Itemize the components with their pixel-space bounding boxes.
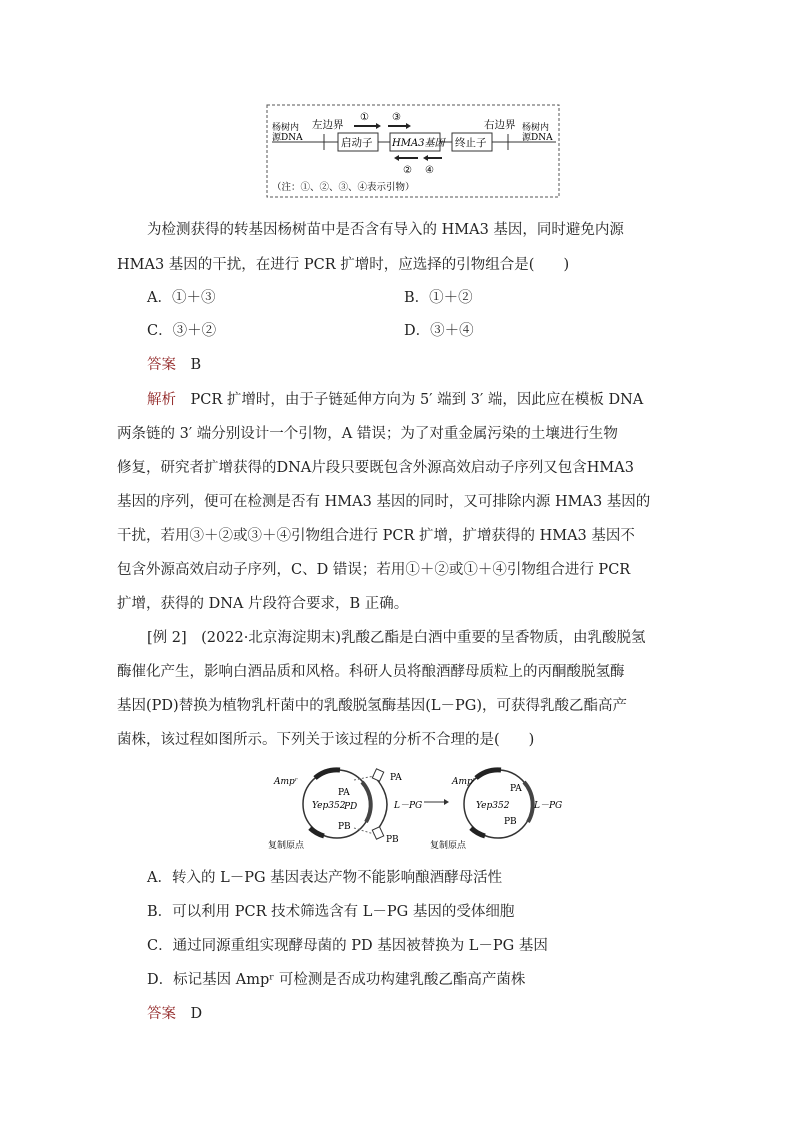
figure-plasmid-replacement [262,762,562,852]
left-dna-label-1: 杨树内 [272,123,300,133]
lpg-label-1: L－PG [394,801,423,811]
primer2-label: ② [403,165,412,176]
answer-label-2: 答案 [147,1006,176,1022]
q1-analysis-line2: 两条链的 3′ 端分别设计一个引物，A 错误；为了对重金属污染的土壤进行生物 [117,426,618,442]
primer1-label: ① [360,112,369,123]
lpg-label-2: L－PG [534,801,562,811]
pa-label-3: PA [510,784,522,794]
answer-value: B [190,357,202,373]
answer-value-2: D [190,1006,203,1022]
primer3-label: ③ [392,112,401,123]
origin-label-1: 复制原点 [268,841,305,851]
q1-analysis-line5: 干扰，若用③＋②或③＋④引物组合进行 PCR 扩增，扩增获得的 HMA3 基因不 [117,528,635,544]
q1-stem-line2: HMA3 基因的干扰，在进行 PCR 扩增时，应选择的引物组合是( ) [117,257,570,273]
q2-stem-line3: 基因(PD)替换为植物乳杆菌中的乳酸脱氢酶基因(L－PG)，可获得乳酸乙酯高产 [117,698,627,714]
q1-analysis-line3: 修复，研究者扩增获得的DNA片段只要既包含外源高效启动子序列又包含HMA3 [117,460,634,476]
q1-analysis-line4: 基因的序列，便可在检测是否有 HMA3 基因的同时，又可排除内源 HMA3 基因的 [117,494,651,510]
q1-analysis-line1: 解析 PCR 扩增时，由于子链延伸方向为 5′ 端到 3′ 端，因此应在模板 DNA [147,392,644,408]
amp-label-1: Ampʳ [274,777,298,787]
figure-hma3-construct [266,104,561,200]
q2-option-b: B．可以利用 PCR 技术筛选含有 L－PG 基因的受体细胞 [147,904,515,920]
q1-option-c: C．③＋② [147,323,217,339]
q2-stem-line2: 酶催化产生，影响白酒品质和风格。科研人员将酿酒酵母质粒上的丙酮酸脱氢酶 [117,664,625,680]
pd-label: PD [344,802,358,812]
q2-option-c: C．通过同源重组实现酵母菌的 PD 基因被替换为 L－PG 基因 [147,938,548,954]
pa-label-1: PA [338,788,350,798]
terminator-label: 终止子 [455,137,487,149]
figure-note: （注：①、②、③、④表示引物） [272,182,415,193]
q2-option-a: A．转入的 L－PG 基因表达产物不能影响酿酒酵母活性 [147,870,503,886]
q2-stem-line4: 菌株，该过程如图所示。下列关于该过程的分析不合理的是( ) [117,732,535,748]
q1-option-b: B．①＋② [404,290,473,306]
right-dna-label-1: 杨树内 [522,123,550,133]
pb-label-3: PB [504,817,517,827]
q1-option-d: D．③＋④ [404,323,474,339]
q1-analysis-line6: 包含外源高效启动子序列，C、D 错误；若用①＋②或①＋④引物组合进行 PCR [117,562,631,578]
yep-label-2: Yep352 [476,801,510,811]
promoter-label: 启动子 [341,137,373,149]
q1-analysis-line7: 扩增，获得的 DNA 片段符合要求，B 正确。 [117,596,409,612]
q2-stem-line1: [例 2] (2022·北京海淀期末)乳酸乙酯是白酒中重要的呈香物质，由乳酸脱氢 [147,630,646,646]
origin-label-2: 复制原点 [430,841,467,851]
q2-answer [147,1002,202,1023]
right-boundary-label: 右边界 [484,119,516,131]
primer4-label: ④ [425,165,434,176]
q1-option-a: A．①＋③ [147,290,216,306]
right-dna-label-2: 源DNA [522,133,553,143]
pb-label-2: PB [386,835,399,845]
q1-stem-line1: 为检测获得的转基因杨树苗中是否含有导入的 HMA3 基因，同时避免内源 [147,222,624,238]
q1-answer [147,353,201,374]
answer-label: 答案 [147,357,176,373]
pb-label-1: PB [338,822,351,832]
gene-label: HMA3基因 [392,138,445,149]
pa-label-2: PA [390,773,402,783]
q2-option-d: D．标记基因 Ampʳ 可检测是否成功构建乳酸乙酯高产菌株 [147,972,526,988]
analysis-label: 解析 [147,392,176,408]
yep-label-1: Yep352 [312,801,346,811]
amp-label-2: Ampʳ [452,777,476,787]
left-dna-label-2: 源DNA [272,133,303,143]
left-boundary-label: 左边界 [312,119,344,131]
